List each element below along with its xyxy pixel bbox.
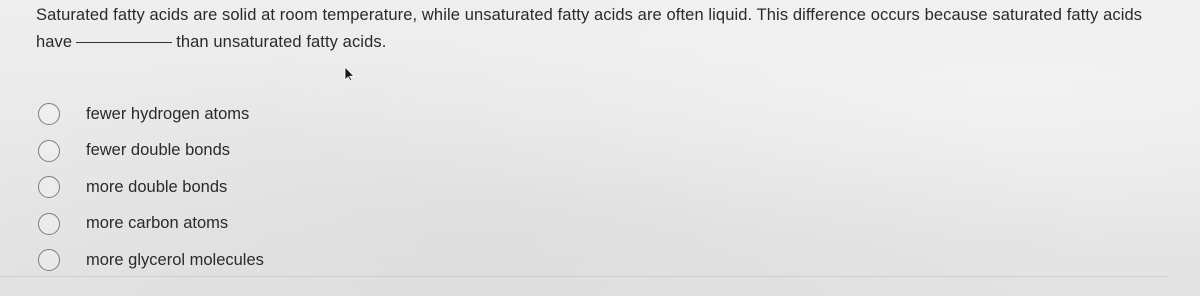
answer-options [38,96,264,279]
radio-button[interactable] [38,249,60,271]
question-text-after: than unsaturated fatty acids. [176,33,387,51]
question-text [36,2,1156,56]
option-label: more double bonds [86,177,228,196]
option-more-double-bonds[interactable] [38,169,228,206]
option-label: fewer double bonds [86,141,231,160]
option-label: fewer hydrogen atoms [86,104,250,123]
radio-button[interactable] [38,140,60,162]
radio-button[interactable] [38,176,60,198]
radio-button[interactable] [38,103,60,125]
option-more-glycerol-molecules[interactable] [38,242,264,279]
answer-blank [76,42,172,43]
divider [0,276,1168,277]
mouse-pointer-icon [342,66,356,82]
option-label: more carbon atoms [86,214,229,233]
option-fewer-hydrogen-atoms[interactable] [38,96,250,133]
option-more-carbon-atoms[interactable] [38,206,229,243]
radio-button[interactable] [38,213,60,235]
option-label: more glycerol molecules [86,250,264,269]
question-text-before: Saturated fatty acids are solid at room temperature, while unsaturated fatty acids are often liquid. This difference occurs because saturated fatty acids have [36,6,1143,51]
option-fewer-double-bonds[interactable] [38,133,231,170]
